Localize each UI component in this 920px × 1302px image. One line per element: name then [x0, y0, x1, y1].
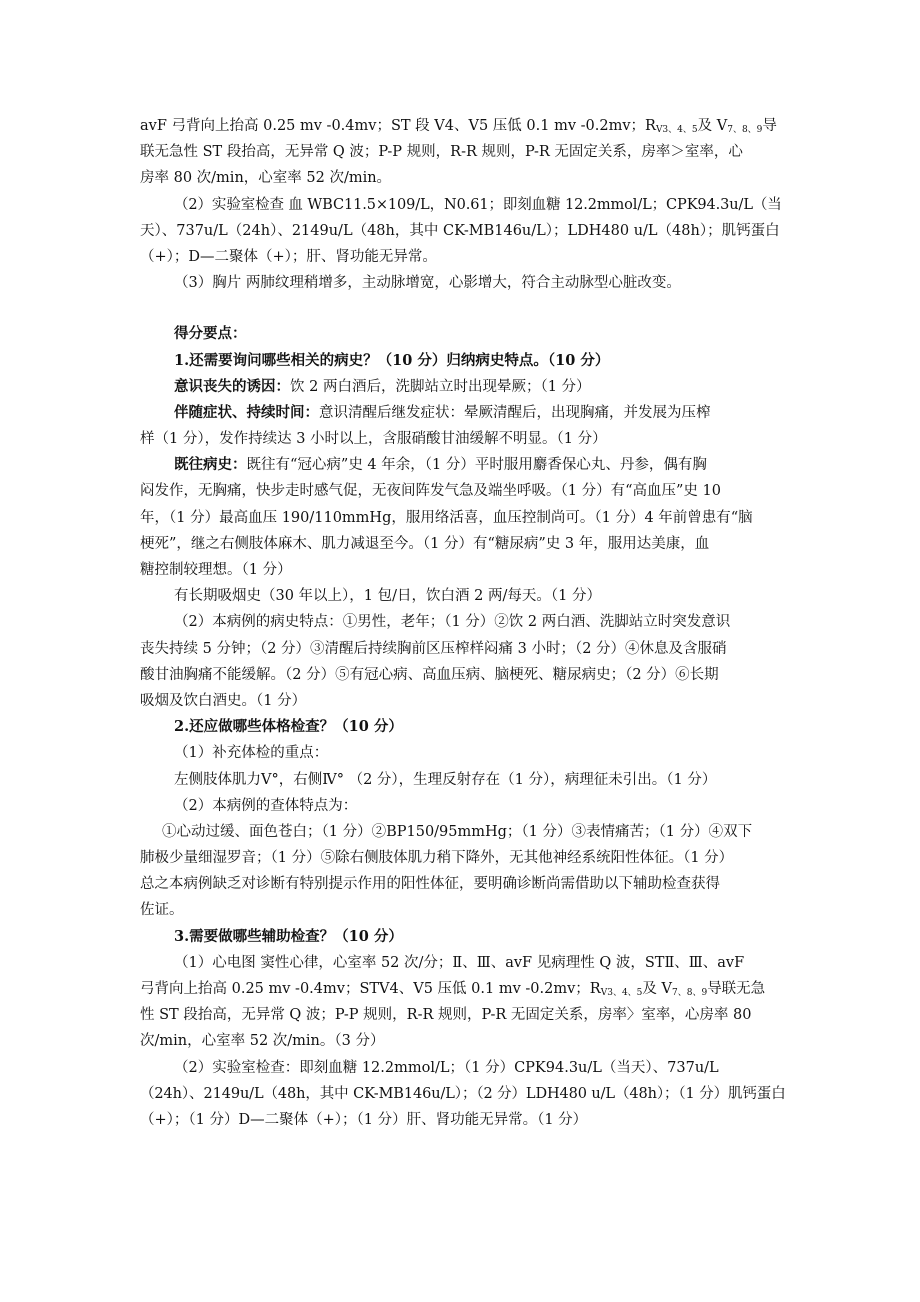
lab-text-line: 天）、737u/L（24h）、2149u/L（48h，其中 CK-MB146u/L）；LDH480 u/L（48h）；肌钙蛋白	[140, 222, 780, 239]
features-line: 吸烟及饮白酒史。（1 分）	[140, 692, 307, 709]
cause-line	[140, 374, 785, 400]
text-run: 导	[762, 118, 777, 134]
aux-ecg-line: 次/min，心室率 52 次/min。（3 分）	[140, 1033, 385, 1050]
aux-lab-line: （24h）、2149u/L（48h，其中 CK-MB146u/L）；（2 分）LDH480 u/L（48h）；（1 分）肌钙蛋白	[140, 1085, 786, 1102]
ecg-text-line: 联无急性 ST 段抬高，无异常 Q 波；P-P 规则，R-R 规则，P-R 无固定关系，房率＞室率，心	[140, 144, 743, 161]
aux-lab-line: （2）实验室检查：即刻血糖 12.2mmol/L；（1 分）CPK94.3u/L（当天）、737u/L	[174, 1059, 719, 1076]
exam-line: ①心动过缓、面色苍白；（1 分）②BP150/95mmHg；（1 分）③表情痛苦；（1 分）④双下	[162, 823, 753, 840]
cause-label: 意识丧失的诱因：	[174, 377, 290, 395]
features-line: 丧失持续 5 分钟；（2 分）③清醒后持续胸前区压榨样闷痛 3 小时；（2 分）④休息及含服硝	[140, 640, 727, 657]
subscript: V3、4、5	[600, 988, 643, 998]
ecg-text-line: 房率 80 次/min，心室率 52 次/min。	[140, 170, 392, 187]
subscript: 7、8、9	[727, 125, 763, 135]
history-line: 闷发作，无胸痛，快步走时感气促，无夜间阵发气急及端坐呼吸。（1 分）有“高血压”史 10	[140, 483, 721, 500]
document-body	[140, 113, 785, 1133]
aux-ecg-line	[140, 976, 785, 1002]
history-line: 年，（1 分）最高血压 190/110mmHg，服用络活喜，血压控制尚可。（1 分）4 年前曾患有“脑	[140, 509, 753, 526]
smoking-line: 有长期吸烟史（30 年以上），1 包/日，饮白酒 2 两/每天。（1 分）	[174, 588, 601, 605]
history-line: 糖控制较理想。（1 分）	[140, 562, 292, 578]
history-line	[140, 452, 785, 478]
symptom-text: 意识清醒后继发症状：晕厥清醒后，出现胸痛，并发展为压榨	[319, 404, 711, 421]
exam-line: （2）本病例的查体特点为：	[174, 797, 358, 814]
cause-text: 饮 2 两白酒后，洗脚站立时出现晕厥；（1 分）	[290, 378, 591, 395]
text-run: 弓背向上抬高 0.25 mv -0.4mv；STV4、V5 压低 0.1 mv -0.2mv；R	[140, 981, 601, 997]
question-heading: 3.需要做哪些辅助检查？（10 分）	[174, 927, 403, 945]
exam-line: 总之本病例缺乏对诊断有特别提示作用的阳性体征，要明确诊断尚需借助以下辅助检查获得	[140, 876, 720, 893]
aux-ecg-line: 性 ST 段抬高，无异常 Q 波；P-P 规则，R-R 规则，P-R 无固定关系，房率〉室率，心房率 80	[140, 1007, 752, 1024]
lab-text-line: （2）实验室检查 血 WBC11.5×109/L，N0.61；即刻血糖 12.2mmol/L；CPK94.3u/L（当	[174, 196, 782, 213]
lab-text-line: （+）；D—二聚体（+）；肝、肾功能无异常。	[140, 248, 437, 265]
text-run: 及 V	[642, 981, 672, 997]
question-heading: 2.还应做哪些体格检查？（10 分）	[174, 718, 403, 736]
subscript: 7、8、9	[672, 988, 708, 998]
section-heading: 得分要点：	[174, 325, 247, 343]
xray-text-line: （3）胸片 两肺纹理稍增多，主动脉增宽，心影增大，符合主动脉型心脏改变。	[174, 275, 681, 292]
ecg-text-line	[140, 113, 785, 139]
exam-line: 肺极少量细湿罗音；（1 分）⑤除右侧肢体肌力稍下降外，无其他神经系统阳性体征。（1 分）	[140, 850, 734, 867]
symptom-line	[140, 400, 785, 426]
features-line: （2）本病例的病史特点：①男性，老年；（1 分）②饮 2 两白酒、洗脚站立时突发意识	[174, 614, 731, 631]
features-line: 酸甘油胸痛不能缓解。（2 分）⑤有冠心病、高血压病、脑梗死、糖尿病史；（2 分）⑥长期	[140, 666, 719, 683]
text-run: 及 V	[697, 118, 728, 134]
symptom-line: 样（1 分），发作持续达 3 小时以上，含服硝酸甘油缓解不明显。（1 分）	[140, 431, 607, 448]
symptom-label: 伴随症状、持续时间：	[174, 403, 319, 421]
exam-line: （1）补充体检的重点：	[174, 745, 329, 762]
exam-line: 左侧肢体肌力Ⅴ°，右侧Ⅳ° （2 分），生理反射存在（1 分），病理征未引出。（1 分）	[174, 771, 717, 788]
history-text: 既往有“冠心病”史 4 年余，（1 分）平时服用麝香保心丸、丹参，偶有胸	[246, 457, 707, 474]
subscript: V3、4、5	[655, 125, 698, 135]
aux-ecg-line: （1）心电图 窦性心律，心室率 52 次/分；Ⅱ、Ⅲ、avF 见病理性 Q 波，STⅡ、Ⅲ、avF	[174, 954, 745, 971]
history-label: 既往病史：	[174, 456, 247, 474]
question-heading: 1.还需要询问哪些相关的病史？（10 分）归纳病史特点。（10 分）	[174, 351, 610, 369]
aux-lab-line: （+）；（1 分）D—二聚体（+）；（1 分）肝、肾功能无异常。（1 分）	[140, 1111, 588, 1128]
text-run: avF 弓背向上抬高 0.25 mv -0.4mv；ST 段 V4、V5 压低 0.1 mv -0.2mv；R	[140, 118, 656, 134]
exam-line: 佐证。	[140, 902, 184, 919]
history-line: 梗死”，继之右侧肢体麻木、肌力减退至今。（1 分）有“糖尿病”史 3 年，服用达美康，血	[140, 535, 710, 552]
text-run: 导联无急	[707, 981, 766, 997]
